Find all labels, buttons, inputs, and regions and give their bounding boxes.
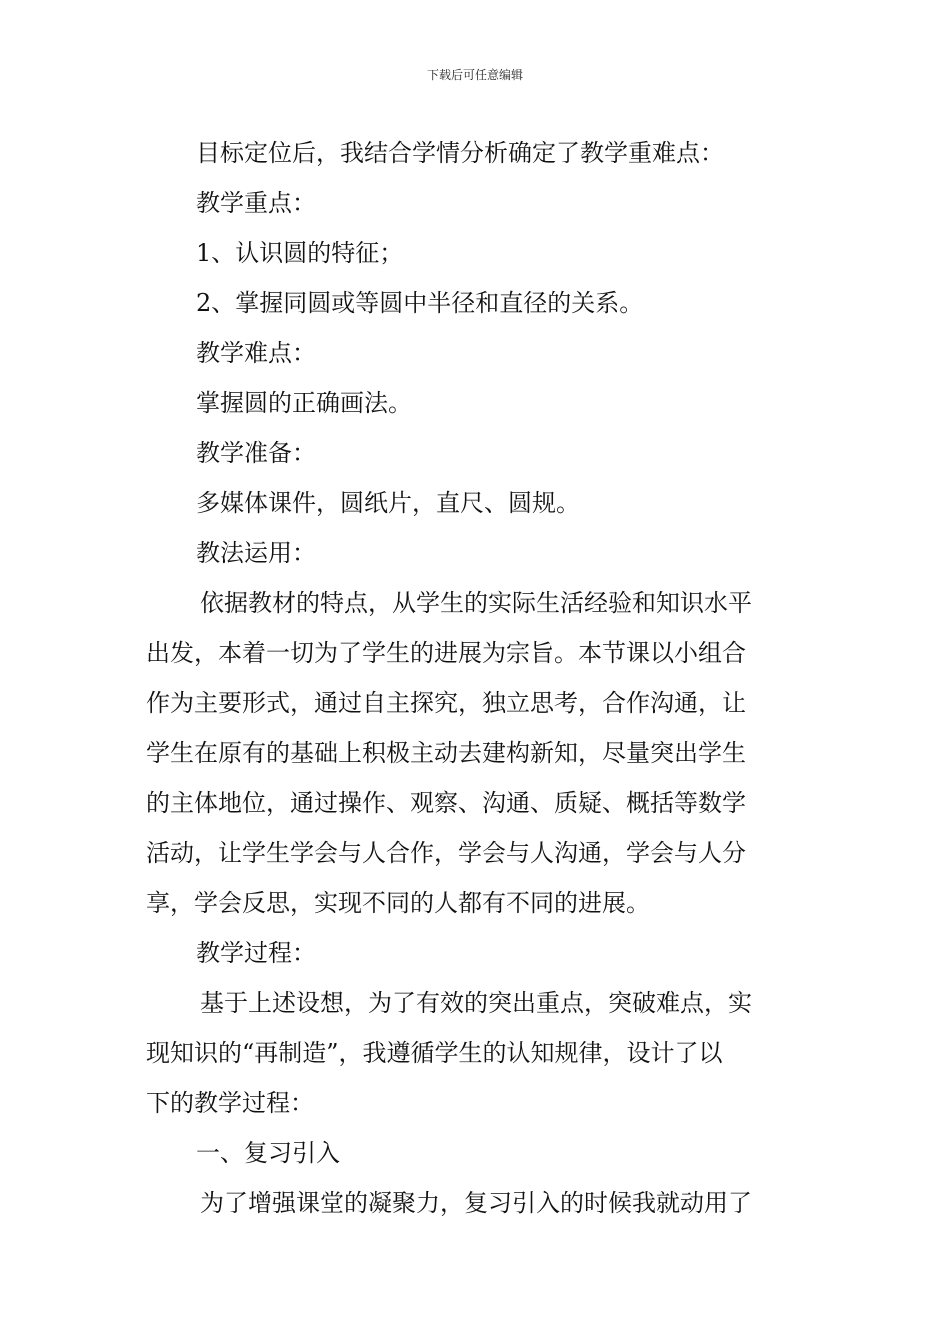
paragraph-line: 教学难点： bbox=[196, 339, 316, 367]
paragraph-line: 出发，本着一切为了学生的进展为宗旨。本节课以小组合 bbox=[146, 639, 746, 667]
page-header: 下载后可任意编辑 bbox=[426, 68, 523, 82]
paragraph-line: 一、复习引入 bbox=[196, 1139, 340, 1167]
paragraph-line: 多媒体课件，圆纸片，直尺、圆规。 bbox=[196, 489, 580, 517]
paragraph-line: 学生在原有的基础上积极主动去建构新知，尽量突出学生 bbox=[146, 739, 746, 767]
paragraph-line: 掌握圆的正确画法。 bbox=[196, 389, 412, 417]
paragraph-line: 目标定位后，我结合学情分析确定了教学重难点： bbox=[196, 139, 724, 167]
document-body bbox=[146, 128, 816, 1228]
paragraph-line: 为了增强课堂的凝聚力，复习引入的时候我就动用了 bbox=[200, 1189, 752, 1217]
paragraph-line: 依据教材的特点，从学生的实际生活经验和知识水平 bbox=[200, 589, 752, 617]
paragraph-line: 享，学会反思，实现不同的人都有不同的进展。 bbox=[146, 889, 650, 917]
paragraph-line: 1、认识圆的特征； bbox=[196, 239, 404, 267]
paragraph-line: 教学重点： bbox=[196, 189, 316, 217]
paragraph-line: 教学过程： bbox=[196, 939, 316, 967]
paragraph-line: 活动，让学生学会与人合作，学会与人沟通，学会与人分 bbox=[146, 839, 746, 867]
paragraph-line: 基于上述设想，为了有效的突出重点，突破难点，实 bbox=[200, 989, 752, 1017]
paragraph-line: 下的教学过程： bbox=[146, 1089, 314, 1117]
paragraph-line: 2、掌握同圆或等圆中半径和直径的关系。 bbox=[196, 289, 644, 317]
paragraph-line: 教法运用： bbox=[196, 539, 316, 567]
paragraph-line: 的主体地位，通过操作、观察、沟通、质疑、概括等数学 bbox=[146, 789, 746, 817]
paragraph-line: 教学准备： bbox=[196, 439, 316, 467]
paragraph-line: 现知识的“再制造”，我遵循学生的认知规律，设计了以 bbox=[146, 1039, 723, 1067]
paragraph-line: 作为主要形式，通过自主探究，独立思考，合作沟通，让 bbox=[146, 689, 746, 717]
